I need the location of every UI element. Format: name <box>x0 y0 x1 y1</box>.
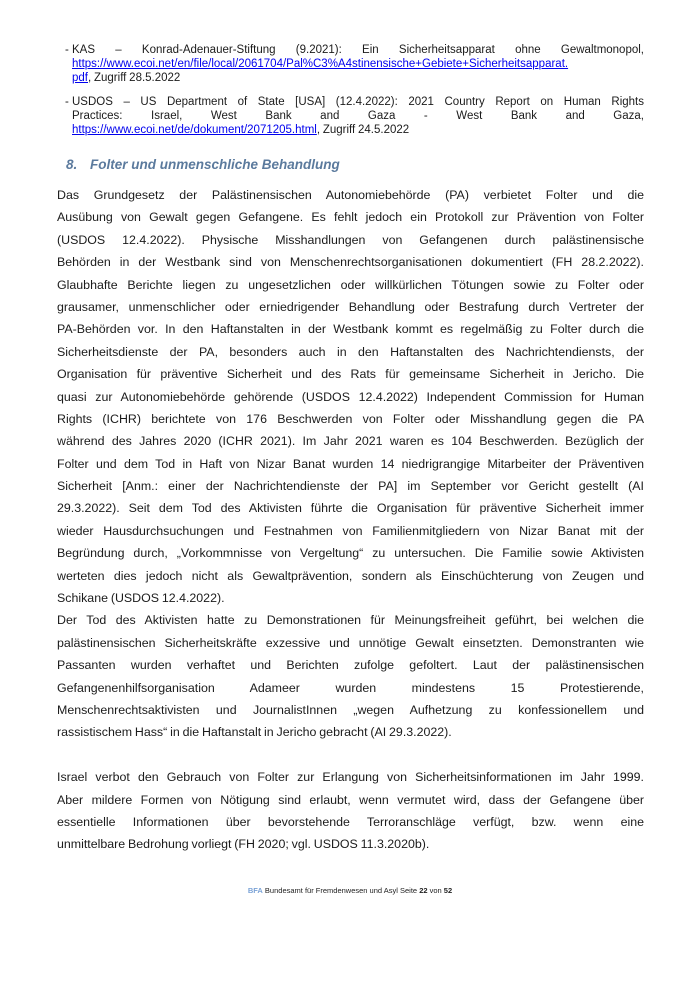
paragraph <box>57 609 644 743</box>
text-line <box>57 408 644 430</box>
text-segment: Organisation für präventive Sicherheit und des Rats für gemeinsame Sicherheit in Jericho. Die <box>57 367 644 382</box>
section-heading <box>66 156 644 174</box>
text-line <box>57 296 644 318</box>
text-line <box>57 363 644 385</box>
text-segment: essentielle Informationen über bevorstehende Terroranschläge verfügt, bzw. wenn eine <box>57 814 644 829</box>
text-line <box>57 453 644 475</box>
document-body <box>57 184 644 856</box>
text-line <box>57 251 644 273</box>
text-segment: Sicherheitsdienste der PA, besonders auch in den Haftanstalten des Nachrichtendiensts, der <box>57 344 644 359</box>
text-line <box>57 184 644 206</box>
text-segment: Folter und dem Tod in Haft von Nizar Banat wurden 14 niedrigrangige Mitarbeiter der Präventiven <box>57 456 644 471</box>
text-line <box>57 833 644 855</box>
bullet-dash: - <box>65 44 69 56</box>
hyperlink[interactable]: pdf <box>72 72 88 84</box>
text-segment: 22 <box>419 886 428 895</box>
text-line <box>57 520 644 542</box>
text-segment: Sicherheit [Anm.: einer der Nachrichtendienste der PA] im September vor Gericht gestellt (AI <box>57 479 644 494</box>
text-line <box>57 542 644 564</box>
text-segment: Menschenrechtsaktivisten und JournalistInnen „wegen Aufhetzung zu konfessionellem und <box>57 702 644 717</box>
text-line <box>57 789 644 811</box>
text-line <box>57 206 644 228</box>
source-reference-item <box>66 95 644 137</box>
text-segment: Behörden in der Westbank sind von Menschenrechtsorganisationen dokumentiert (FH 28.2.2022). <box>57 255 644 270</box>
text-segment: Glaubhafte Berichte liegen zu ungesetzlichen oder willkürlichen Tötungen sowie zu Folter oder <box>57 277 644 292</box>
text-line <box>57 229 644 251</box>
text-line <box>57 475 644 497</box>
text-segment: unmittelbare Bedrohung vorliegt (FH 2020; vgl. USDOS 11.3.2020b). <box>57 837 430 852</box>
text-segment: Bundesamt für Fremdenwesen und Asyl Seite <box>262 886 420 895</box>
text-segment: Practices: Israel, West Bank and Gaza - West Bank and Gaza, <box>72 110 644 122</box>
source-reference-text <box>72 43 644 85</box>
text-line <box>72 57 644 71</box>
text-segment: , Zugriff 24.5.2022 <box>316 124 410 136</box>
text-segment: werteten dies jedoch nicht als Gewaltprävention, sondern als Einschüchterung von Zeugen und <box>57 568 644 583</box>
text-line <box>57 632 644 654</box>
text-segment: Begründung durch, „Vorkommnisse von Vergeltung“ zu untersuchen. Die Familie sowie Aktivisten <box>57 546 644 561</box>
text-line <box>57 274 644 296</box>
text-segment: rassistischem Hass“ in die Haftanstalt in Jericho gebracht (AI 29.3.2022). <box>57 725 452 740</box>
text-segment: grausamer, unmenschlicher oder erniedrigender Behandlung oder Bestrafung durch Vertreter der <box>57 299 644 314</box>
text-line <box>72 71 644 85</box>
text-segment: , Zugriff 28.5.2022 <box>88 72 181 84</box>
text-segment: während des Jahres 2020 (ICHR 2021). Im Jahr 2021 waren es 104 Beschwerden. Bezüglich der <box>57 434 644 449</box>
text-segment: palästinensischen Sicherheitskräfte exzessive und unnötige Gewalt einsetzten. Demonstranten wie <box>57 635 644 650</box>
source-reference-text <box>72 95 644 137</box>
text-segment: Ausübung von Gewalt gegen Gefangene. Es fehlt jedoch ein Protokoll zur Prävention von Folter <box>57 210 644 225</box>
text-segment: Das Grundgesetz der Palästinensischen Autonomiebehörde (PA) verbietet Folter und die <box>57 188 644 202</box>
bullet-dash: - <box>65 96 69 108</box>
text-line <box>57 497 644 519</box>
text-line <box>57 766 644 788</box>
hyperlink[interactable]: https://www.ecoi.net/en/file/local/2061704/Pal%C3%A4stinensische+Gebiete+Sicherheitsapparat. <box>72 58 569 70</box>
text-segment: (USDOS 12.4.2022). Physische Misshandlungen von Gefangenen durch palästinensische <box>57 232 644 247</box>
text-segment: Rights (ICHR) berichtete von 176 Beschwerden von Folter oder Misshandlung gegen die PA <box>57 411 644 426</box>
text-segment: 52 <box>443 886 453 895</box>
text-segment: quasi zur Autonomiebehörde gehörende (USDOS 12.4.2022) Independent Commission for Human <box>57 389 644 404</box>
text-segment: wieder Hausdurchsuchungen und Festnahmen von Familienmitgliedern von Nizar Banat mit der <box>57 523 644 538</box>
text-line <box>57 587 644 609</box>
text-segment: PA-Behörden vor. In den Haftanstalten in der Westbank kommt es regelmäßig zu Folter durch die <box>57 322 644 337</box>
source-reference-item <box>66 43 644 85</box>
text-line <box>57 654 644 676</box>
text-segment: Aber mildere Formen von Nötigung sind erlaubt, wenn vermutet wird, dass der Gefangene über <box>57 792 644 807</box>
text-line <box>57 430 644 452</box>
page-footer <box>0 886 700 896</box>
text-line <box>72 43 644 57</box>
text-line <box>57 677 644 699</box>
text-line <box>72 95 644 109</box>
text-segment: Passanten wurden verhaftet und Berichten zufolge gefoltert. Laut der palästinensischen <box>57 658 644 673</box>
section-number: 8. <box>66 157 78 172</box>
text-line <box>72 123 644 137</box>
text-segment: USDOS – US Department of State [USA] (12.4.2022): 2021 Country Report on Human Rights <box>72 96 644 108</box>
text-segment: 29.3.2022). Seit dem Tod des Aktivisten führte die Organisation für präventive Sicherheit immer <box>57 501 644 516</box>
text-line <box>57 318 644 340</box>
text-line <box>57 811 644 833</box>
source-reference-list <box>66 43 644 147</box>
text-segment: Gefangenenhilfsorganisation Adameer wurden mindestens 15 Protestierende, <box>57 680 644 695</box>
text-line <box>57 341 644 363</box>
hyperlink[interactable]: https://www.ecoi.net/de/dokument/2071205.html <box>72 124 317 136</box>
text-line <box>57 565 644 587</box>
text-segment: BFA <box>247 886 263 895</box>
text-line <box>72 109 644 123</box>
text-line <box>57 721 644 743</box>
text-line <box>57 699 644 721</box>
text-line <box>57 386 644 408</box>
paragraph <box>57 184 644 609</box>
text-segment: KAS – Konrad-Adenauer-Stiftung (9.2021): Ein Sicherheitsapparat ohne Gewaltmonopol, <box>72 44 644 56</box>
paragraph <box>57 766 644 856</box>
section-title: Folter und unmenschliche Behandlung <box>90 157 340 172</box>
text-line <box>57 609 644 631</box>
text-segment: Schikane (USDOS 12.4.2022). <box>57 591 225 606</box>
text-segment: Israel verbot den Gebrauch von Folter zur Erlangung von Sicherheitsinformationen im Jahr 1999. <box>57 770 644 785</box>
text-line <box>0 886 700 896</box>
text-segment: Der Tod des Aktivisten hatte zu Demonstrationen für Meinungsfreiheit geführt, bei welchen die <box>57 613 644 628</box>
text-segment: von <box>427 886 444 895</box>
